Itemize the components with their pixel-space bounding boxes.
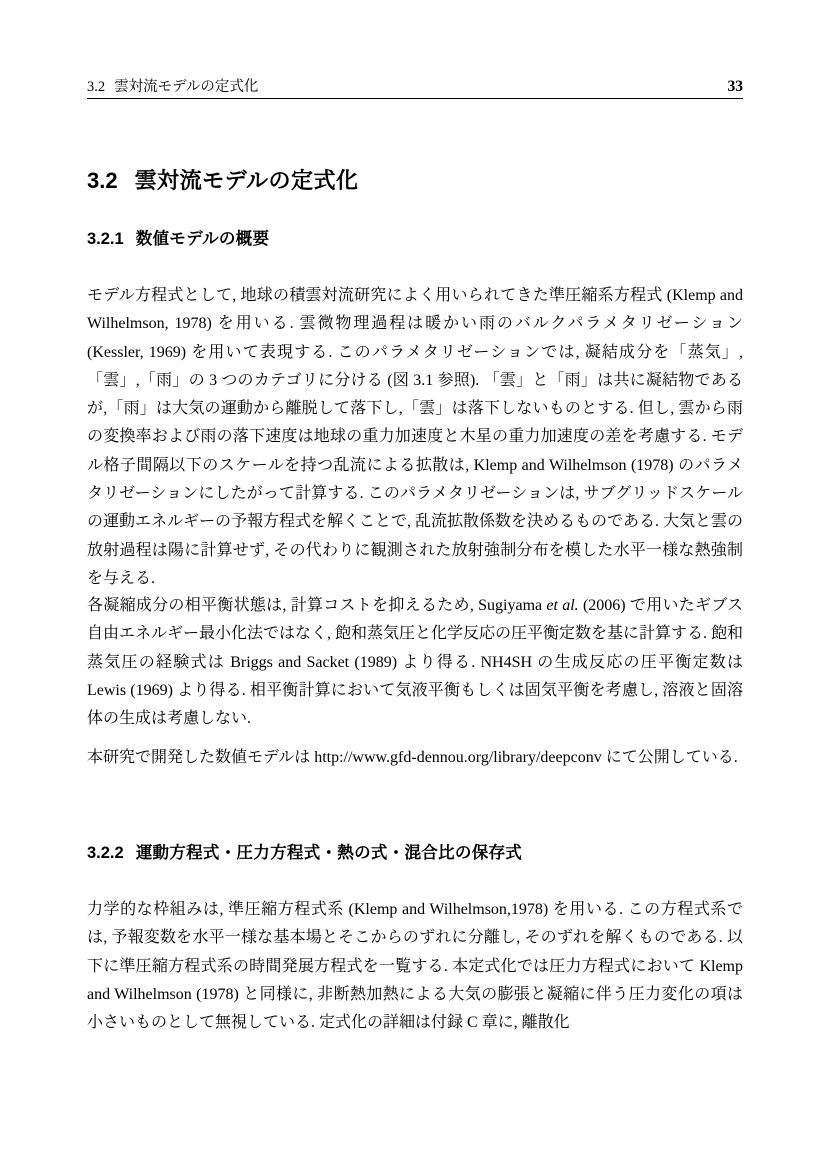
- page-number: 33: [727, 78, 743, 95]
- subsection-number: 3.2.1: [87, 230, 124, 248]
- paragraph-model-equations: モデル方程式として, 地球の積雲対流研究によく用いられてきた準圧縮系方程式 (Klemp and Wilhelmson, 1978) を用いる. 雲微物理過程は暖かい雨のバルクパラメタリゼーション (Kessler, 1969) を用いて表現する. このパラメタリゼーションでは, 凝結成分を「蒸気」,「雲」,「雨」の 3 つのカテゴリに分ける (図 3.1 参照). 「雲」と「雨」は共に凝結物であるが,「雨」は大気の運動から離脱して落下し,「雲」は落下しないものとする. 但し, 雲から雨の変換率および雨の落下速度は地球の重力加速度と木星の重力加速度の差を考慮する. モデル格子間隔以下のスケールを持つ乱流による拡散は, Klemp and Wilhelmson (1978) のパラメタリゼーションにしたがって計算する. このパラメタリゼーションは, サブグリッドスケールの運動エネルギーの予報方程式を解くことで, 乱流拡散係数を決めるものである. 大気と雲の放射過程は陽に計算せず, その代わりに観測された放射強制分布を模した水平一様な熱強制を与える.: [87, 287, 744, 587]
- section-title: 雲対流モデルの定式化: [134, 168, 359, 193]
- running-head-section-number: 3.2: [87, 79, 106, 95]
- subsection-title: 運動方程式・圧力方程式・熱の式・混合比の保存式: [135, 844, 523, 862]
- running-head-section-title: 雲対流モデルの定式化: [114, 79, 259, 95]
- subsection-number: 3.2.2: [87, 844, 124, 862]
- subsection-heading-numerical-model-overview: [87, 229, 269, 249]
- paragraph-model-publication-url: 本研究で開発した数値モデルは http://www.gfd-dennou.org/library/deepconv にて公開している.: [87, 749, 738, 766]
- running-head: [87, 78, 743, 99]
- running-head-title: [87, 79, 258, 96]
- section-number: 3.2: [87, 168, 118, 193]
- paragraph-dynamical-framework: 力学的な枠組みは, 準圧縮方程式系 (Klemp and Wilhelmson,1978) を用いる. この方程式系では, 予報変数を水平一様な基本場とそこからのずれに分離し, そのずれを解くものである. 以下に準圧縮方程式系の時間発展方程式を一覧する. 本定式化では圧力方程式において Klemp and Wilhelmson (1978) と同様に, 非断熱加熱による大気の膨張と凝縮に伴う圧力変化の項は小さいものとして無視している. 定式化の詳細は付録 C 章に, 離散化: [87, 901, 743, 1032]
- paragraph-phase-equilibrium: 各凝縮成分の相平衡状態は, 計算コストを抑えるため, Sugiyama et al. (2006) で用いたギブス自由エネルギー最小化法ではなく, 飽和蒸気圧と化学反応の圧平衡定数を基に計算する. 飽和蒸気圧の経験式は Briggs and Sacket (1989) より得る. NH4SH の生成反応の圧平衡定数は Lewis (1969) より得る. 相平衡計算において気液平衡もしくは固気平衡を考慮し, 溶液と固溶体の生成は考慮しない.: [87, 597, 744, 728]
- subsection-heading-governing-equations: [87, 843, 522, 863]
- subsection-title: 数値モデルの概要: [135, 230, 270, 248]
- section-heading: [87, 167, 359, 195]
